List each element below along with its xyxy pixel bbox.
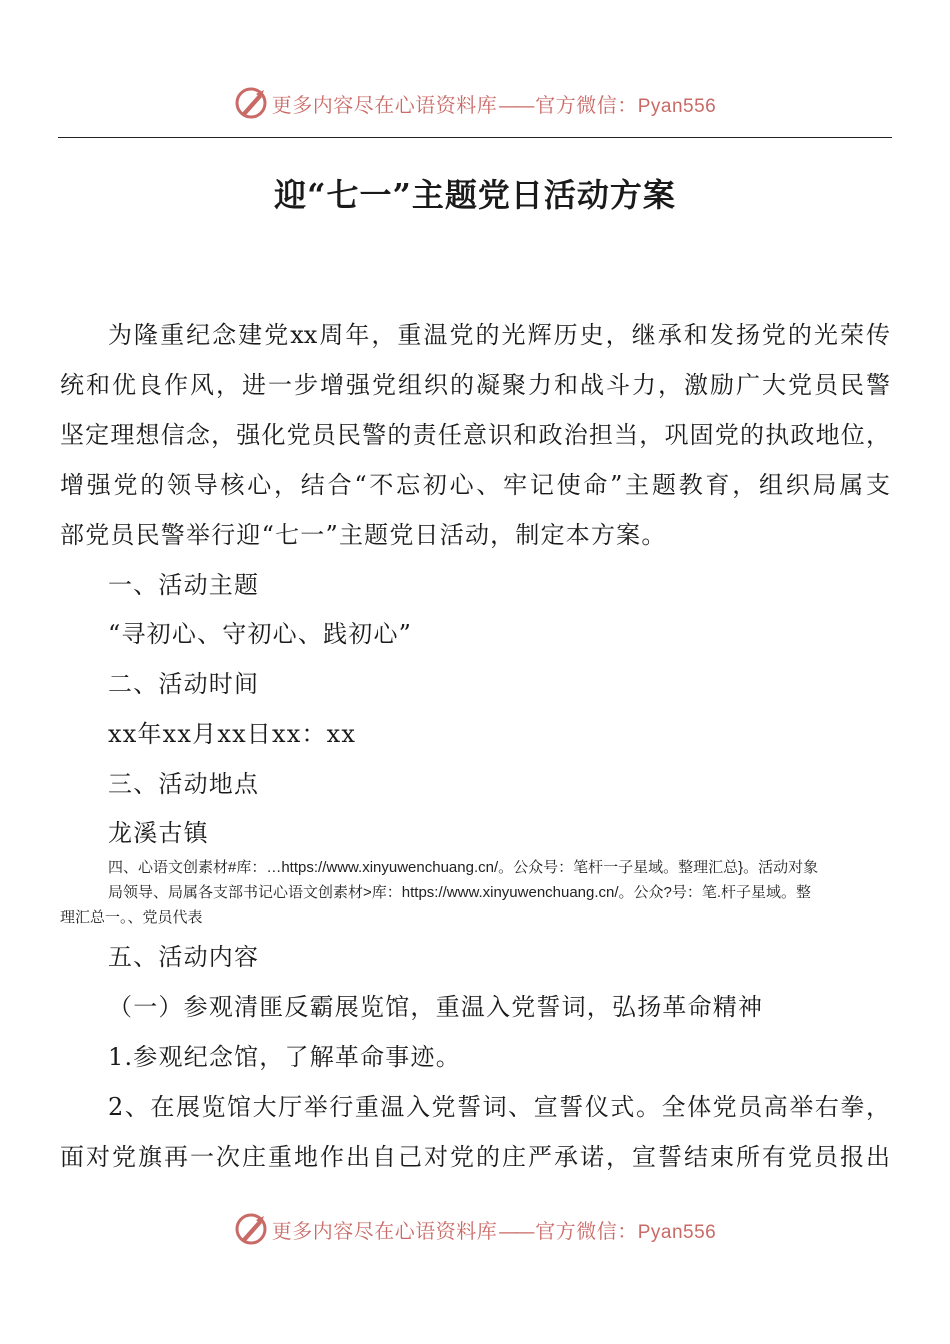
section-heading: 一、活动主题 — [108, 571, 260, 599]
pen-logo-icon — [234, 86, 268, 120]
pen-logo-icon — [234, 1212, 268, 1246]
document-title: 迎“七一”主题党日活动方案 — [274, 176, 676, 214]
section-body: 龙溪古镇 — [108, 819, 209, 847]
intro-line: 统和优良作风，进一步增强党组织的凝聚力和战斗力，激励广大党员民警 — [60, 371, 890, 399]
section-subheading: （一）参观清匪反霸展览馆，重温入党誓词，弘扬革命精神 — [108, 993, 764, 1021]
section-heading: 三、活动地点 — [108, 770, 260, 798]
header-divider — [58, 137, 892, 138]
section4-small-line: 四、心语文创素材#库：…https://www.xinyuwenchuang.cn/。公众号：笔杆一子星域。整理汇总}。活动对象 — [108, 859, 819, 876]
section-body: xx年xx月xx日xx：xx — [108, 720, 357, 748]
list-item: 面对党旗再一次庄重地作出自己对党的庄严承诺，宣誓结束所有党员报出 — [60, 1143, 890, 1171]
intro-line: 为隆重纪念建党xx周年，重温党的光辉历史，继承和发扬党的光荣传 — [108, 321, 890, 349]
intro-line: 坚定理想信念，强化党员民警的责任意识和政治担当，巩固党的执政地位， — [60, 421, 890, 449]
section4-small-line: 局领导、局属各支部书记心语文创素材>库：https://www.xinyuwenchuang.cn/。公众?号：笔.杆子星域。整 — [108, 884, 812, 901]
section-heading: 五、活动内容 — [108, 943, 260, 971]
intro-line: 部党员民警举行迎“七一”主题党日活动，制定本方案。 — [60, 521, 667, 549]
header-banner — [0, 83, 950, 123]
intro-line: 增强党的领导核心，结合“不忘初心、牢记使命”主题教育，组织局属支 — [60, 471, 890, 499]
footer-banner-text: 更多内容尽在心语资料库—— 官方微信：Pyan556 — [271, 1218, 717, 1243]
section-heading: 二、活动时间 — [108, 670, 260, 698]
footer-banner — [0, 1209, 950, 1249]
list-item: 1.参观纪念馆，了解革命事迹。 — [108, 1043, 461, 1071]
section4-small-line: 理汇总一。、党员代表 — [60, 909, 203, 926]
header-banner-text: 更多内容尽在心语资料库—— 官方微信：Pyan556 — [271, 92, 717, 117]
list-item: 2、在展览馆大厅举行重温入党誓词、宣誓仪式。全体党员高举右拳， — [108, 1093, 890, 1121]
section-body: “寻初心、守初心、践初心” — [108, 620, 413, 648]
